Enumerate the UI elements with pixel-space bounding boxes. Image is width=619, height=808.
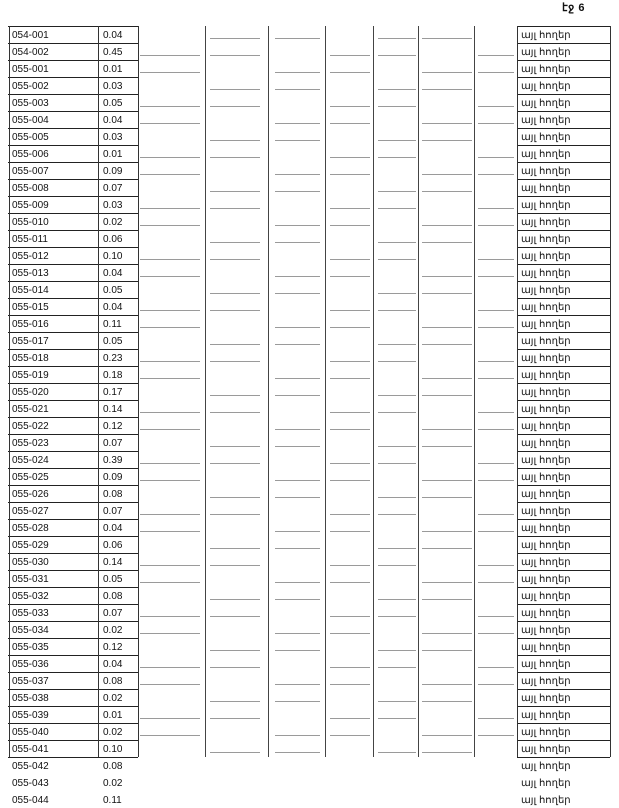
area-value-cell: 0.04	[103, 659, 123, 670]
land-type-cell: այլ հողեր	[521, 693, 571, 704]
land-type-cell: այլ հողեր	[521, 625, 571, 636]
table-row	[0, 417, 619, 434]
table-row	[0, 213, 619, 230]
land-type-cell: այլ հողեր	[521, 319, 571, 330]
land-type-cell: այլ հողեր	[521, 115, 571, 126]
land-type-cell: այլ հողեր	[521, 132, 571, 143]
parcel-code-cell: 055-003	[12, 98, 49, 109]
land-type-cell: այլ հողեր	[521, 761, 571, 772]
land-type-cell: այլ հողեր	[521, 710, 571, 721]
parcel-code-cell: 055-025	[12, 472, 49, 483]
land-type-cell: այլ հողեր	[521, 506, 571, 517]
parcel-code-cell: 055-036	[12, 659, 49, 670]
area-value-cell: 0.07	[103, 506, 123, 517]
land-type-cell: այլ հողեր	[521, 81, 571, 92]
land-type-cell: այլ հողեր	[521, 285, 571, 296]
parcel-code-cell: 055-038	[12, 693, 49, 704]
parcel-code-cell: 055-029	[12, 540, 49, 551]
land-type-cell: այլ հողեր	[521, 64, 571, 75]
parcel-code-cell: 055-019	[12, 370, 49, 381]
table-row	[0, 400, 619, 417]
land-type-cell: այլ հողեր	[521, 472, 571, 483]
table-row	[0, 77, 619, 94]
table-row	[0, 638, 619, 655]
land-type-cell: այլ հողեր	[521, 778, 571, 789]
land-type-cell: այլ հողեր	[521, 727, 571, 738]
area-value-cell: 0.08	[103, 676, 123, 687]
parcel-code-cell: 055-023	[12, 438, 49, 449]
area-value-cell: 0.17	[103, 387, 123, 398]
table-row	[0, 587, 619, 604]
table-row	[0, 247, 619, 264]
land-type-cell: այլ հողեր	[521, 370, 571, 381]
parcel-code-cell: 055-010	[12, 217, 49, 228]
table-row	[0, 723, 619, 740]
land-type-cell: այլ հողեր	[521, 166, 571, 177]
table-row	[0, 553, 619, 570]
table-row	[0, 128, 619, 145]
land-type-cell: այլ հողեր	[521, 149, 571, 160]
area-value-cell: 0.02	[103, 693, 123, 704]
land-type-cell: այլ հողեր	[521, 676, 571, 687]
parcel-code-cell: 055-011	[12, 234, 48, 245]
land-type-cell: այլ հողեր	[521, 540, 571, 551]
land-type-cell: այլ հողեր	[521, 387, 571, 398]
page-number-label: էջ 6	[562, 2, 585, 14]
area-value-cell: 0.06	[103, 540, 123, 551]
table-row	[0, 604, 619, 621]
parcel-code-cell: 055-031	[12, 574, 49, 585]
parcel-code-cell: 055-020	[12, 387, 49, 398]
land-type-cell: այլ հողեր	[521, 302, 571, 313]
area-value-cell: 0.01	[103, 64, 123, 75]
land-type-cell: այլ հողեր	[521, 30, 571, 41]
parcel-code-cell: 055-027	[12, 506, 49, 517]
table-row	[0, 315, 619, 332]
parcel-code-cell: 055-022	[12, 421, 49, 432]
land-type-cell: այլ հողեր	[521, 642, 571, 653]
table-row	[0, 179, 619, 196]
table-row	[0, 468, 619, 485]
area-value-cell: 0.14	[103, 404, 123, 415]
table-row	[0, 774, 619, 791]
table-row	[0, 706, 619, 723]
parcel-code-cell: 055-037	[12, 676, 49, 687]
land-type-cell: այլ հողեր	[521, 659, 571, 670]
area-value-cell: 0.18	[103, 370, 123, 381]
parcel-code-cell: 055-018	[12, 353, 49, 364]
area-value-cell: 0.07	[103, 608, 123, 619]
area-value-cell: 0.09	[103, 166, 123, 177]
land-type-cell: այլ հողեր	[521, 251, 571, 262]
parcel-code-cell: 055-035	[12, 642, 49, 653]
land-type-cell: այլ հողեր	[521, 591, 571, 602]
table-row	[0, 383, 619, 400]
area-value-cell: 0.02	[103, 217, 123, 228]
area-value-cell: 0.12	[103, 642, 123, 653]
land-type-cell: այլ հողեր	[521, 523, 571, 534]
area-value-cell: 0.05	[103, 285, 123, 296]
area-value-cell: 0.09	[103, 472, 123, 483]
area-value-cell: 0.01	[103, 149, 123, 160]
area-value-cell: 0.08	[103, 591, 123, 602]
area-value-cell: 0.04	[103, 523, 123, 534]
parcel-code-cell: 055-032	[12, 591, 49, 602]
area-value-cell: 0.02	[103, 625, 123, 636]
table-row	[0, 264, 619, 281]
table-row	[0, 230, 619, 247]
land-type-cell: այլ հողեր	[521, 47, 571, 58]
land-type-cell: այլ հողեր	[521, 336, 571, 347]
land-type-cell: այլ հողեր	[521, 421, 571, 432]
land-type-cell: այլ հողեր	[521, 268, 571, 279]
area-value-cell: 0.04	[103, 302, 123, 313]
table-row	[0, 145, 619, 162]
parcel-code-cell: 055-002	[12, 81, 49, 92]
parcel-code-cell: 055-028	[12, 523, 49, 534]
parcel-code-cell: 055-013	[12, 268, 49, 279]
parcel-code-cell: 055-039	[12, 710, 49, 721]
land-type-cell: այլ հողեր	[521, 234, 571, 245]
parcel-code-cell: 055-005	[12, 132, 49, 143]
area-value-cell: 0.08	[103, 489, 123, 500]
table-row	[0, 536, 619, 553]
parcel-code-cell: 055-040	[12, 727, 49, 738]
area-value-cell: 0.10	[103, 744, 123, 755]
area-value-cell: 0.02	[103, 778, 123, 789]
area-value-cell: 0.05	[103, 574, 123, 585]
parcel-code-cell: 054-002	[12, 47, 49, 58]
land-type-cell: այլ հողեր	[521, 557, 571, 568]
parcel-code-cell: 055-008	[12, 183, 49, 194]
parcel-code-cell: 055-026	[12, 489, 49, 500]
parcel-code-cell: 055-044	[12, 795, 49, 806]
parcel-code-cell: 055-001	[12, 64, 49, 75]
table-row	[0, 621, 619, 638]
table-row	[0, 740, 619, 757]
land-type-cell: այլ հողեր	[521, 574, 571, 585]
area-value-cell: 0.04	[103, 115, 123, 126]
area-value-cell: 0.01	[103, 710, 123, 721]
parcel-code-cell: 054-001	[12, 30, 49, 41]
area-value-cell: 0.11	[103, 319, 122, 330]
table-row	[0, 281, 619, 298]
parcel-code-cell: 055-009	[12, 200, 49, 211]
parcel-code-cell: 055-043	[12, 778, 49, 789]
parcel-code-cell: 055-030	[12, 557, 49, 568]
land-type-cell: այլ հողեր	[521, 438, 571, 449]
table-row	[0, 672, 619, 689]
area-value-cell: 0.02	[103, 727, 123, 738]
table-row	[0, 485, 619, 502]
table-row	[0, 757, 619, 774]
land-type-cell: այլ հողեր	[521, 98, 571, 109]
parcel-code-cell: 055-034	[12, 625, 49, 636]
area-value-cell: 0.07	[103, 438, 123, 449]
table-row	[0, 111, 619, 128]
land-type-cell: այլ հողեր	[521, 183, 571, 194]
parcel-code-cell: 055-021	[12, 404, 49, 415]
land-type-cell: այլ հողեր	[521, 795, 571, 806]
table-row	[0, 519, 619, 536]
parcel-code-cell: 055-016	[12, 319, 49, 330]
area-value-cell: 0.08	[103, 761, 123, 772]
land-type-cell: այլ հողեր	[521, 489, 571, 500]
area-value-cell: 0.05	[103, 98, 123, 109]
table-row	[0, 434, 619, 451]
table-row	[0, 94, 619, 111]
parcel-code-cell: 055-004	[12, 115, 49, 126]
area-value-cell: 0.14	[103, 557, 123, 568]
parcel-code-cell: 055-017	[12, 336, 49, 347]
parcel-code-cell: 055-014	[12, 285, 49, 296]
table-row	[0, 298, 619, 315]
parcel-code-cell: 055-041	[12, 744, 49, 755]
table-row	[0, 689, 619, 706]
area-value-cell: 0.11	[103, 795, 122, 806]
area-value-cell: 0.03	[103, 81, 123, 92]
parcel-code-cell: 055-007	[12, 166, 49, 177]
land-type-cell: այլ հողեր	[521, 200, 571, 211]
table-row	[0, 162, 619, 179]
land-type-cell: այլ հողեր	[521, 455, 571, 466]
parcel-code-cell: 055-015	[12, 302, 49, 313]
area-value-cell: 0.03	[103, 200, 123, 211]
area-value-cell: 0.45	[103, 47, 123, 58]
area-value-cell: 0.03	[103, 132, 123, 143]
area-value-cell: 0.07	[103, 183, 123, 194]
table-row	[0, 655, 619, 672]
land-type-cell: այլ հողեր	[521, 404, 571, 415]
area-value-cell: 0.39	[103, 455, 123, 466]
table-row	[0, 26, 619, 43]
area-value-cell: 0.05	[103, 336, 123, 347]
land-type-cell: այլ հողեր	[521, 744, 571, 755]
area-value-cell: 0.06	[103, 234, 123, 245]
parcel-code-cell: 055-012	[12, 251, 49, 262]
table-row	[0, 60, 619, 77]
land-type-cell: այլ հողեր	[521, 608, 571, 619]
table-row	[0, 332, 619, 349]
area-value-cell: 0.10	[103, 251, 123, 262]
parcel-code-cell: 055-006	[12, 149, 49, 160]
table-row	[0, 43, 619, 60]
area-value-cell: 0.23	[103, 353, 123, 364]
table-row	[0, 791, 619, 808]
area-value-cell: 0.04	[103, 30, 123, 41]
area-value-cell: 0.12	[103, 421, 123, 432]
table-row	[0, 451, 619, 468]
parcel-code-cell: 055-033	[12, 608, 49, 619]
land-type-cell: այլ հողեր	[521, 217, 571, 228]
table-row	[0, 349, 619, 366]
land-type-cell: այլ հողեր	[521, 353, 571, 364]
table-row	[0, 366, 619, 383]
parcel-code-cell: 055-042	[12, 761, 49, 772]
area-value-cell: 0.04	[103, 268, 123, 279]
table-row	[0, 196, 619, 213]
parcel-code-cell: 055-024	[12, 455, 49, 466]
table-row	[0, 502, 619, 519]
table-row	[0, 570, 619, 587]
